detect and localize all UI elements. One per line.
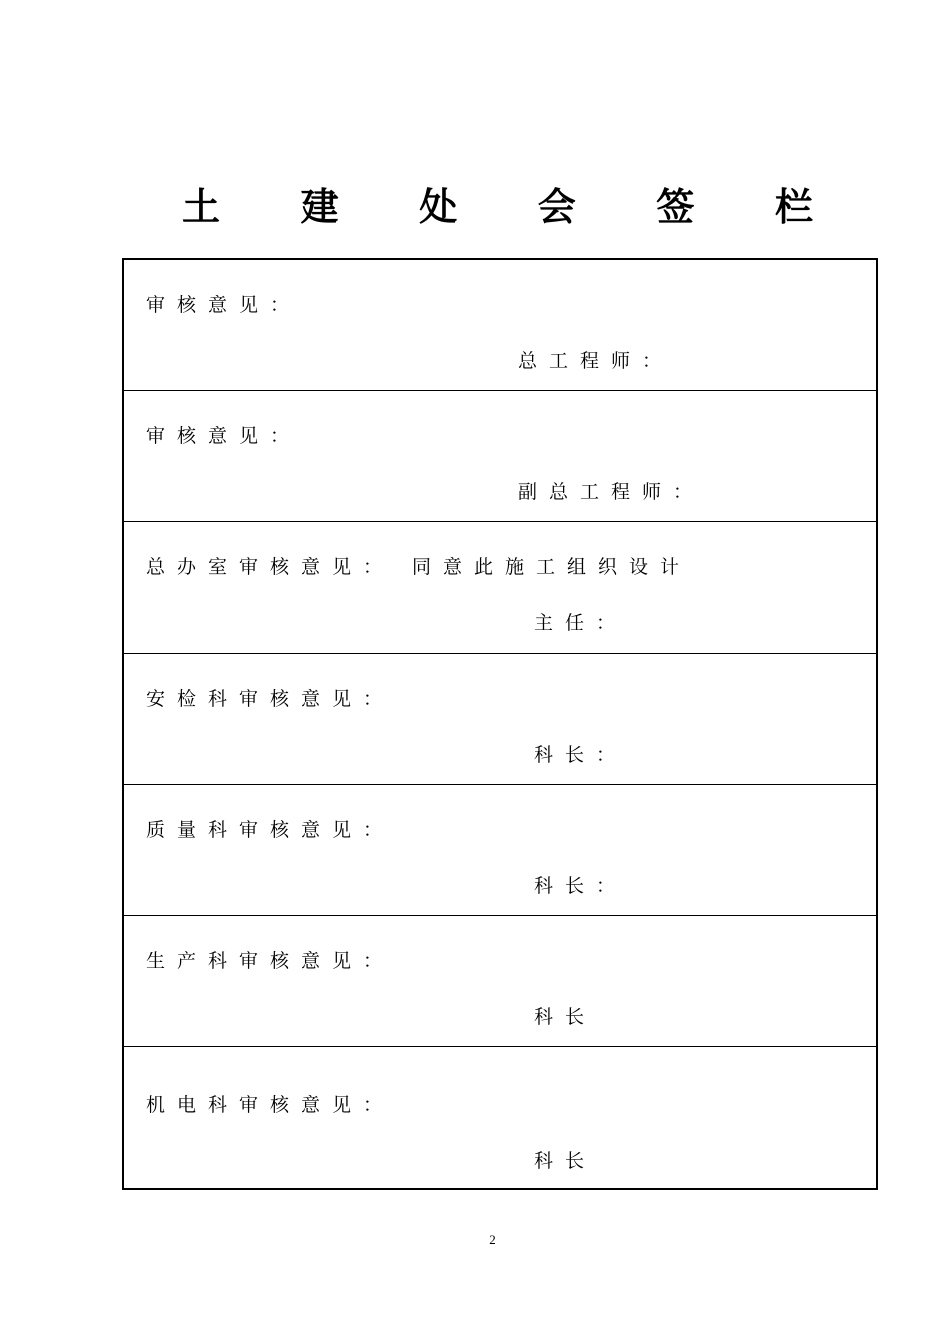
title-char: 土 [182, 185, 221, 229]
opinion-label: 机电科审核意见： [146, 1094, 395, 1117]
opinion-label: 安检科审核意见： [146, 687, 395, 710]
page-title [120, 182, 875, 232]
row-electromechanical-dept [124, 1047, 876, 1188]
opinion-label: 审核意见： [146, 425, 302, 448]
opinion-label: 生产科审核意见： [146, 950, 395, 973]
signer-label: 科长： [534, 743, 628, 766]
row-chief-engineer [124, 260, 876, 391]
sign-off-table [122, 258, 878, 1190]
row-general-office [124, 522, 876, 653]
signer-label: 总工程师： [518, 350, 674, 372]
title-char: 建 [300, 185, 339, 229]
signer-label: 科长 [534, 1006, 597, 1029]
opinion-label: 质量科审核意见： [146, 818, 395, 841]
opinion-label: 总办室审核意见： 同意此施工组织设计 [146, 556, 692, 579]
row-quality-dept [124, 785, 876, 916]
title-char: 会 [537, 185, 576, 229]
row-production-dept [124, 916, 876, 1047]
title-char: 签 [656, 185, 695, 229]
signer-label: 科长 [534, 1150, 597, 1173]
signer-label: 副总工程师： [518, 481, 705, 504]
title-char: 处 [419, 185, 458, 229]
title-char: 栏 [774, 185, 813, 229]
row-safety-dept [124, 654, 876, 785]
signer-label: 主任： [534, 612, 628, 635]
page-number: 2 [489, 1232, 496, 1247]
signer-label: 科长： [534, 874, 628, 897]
row-deputy-chief-engineer [124, 391, 876, 522]
opinion-label: 审核意见： [146, 294, 302, 316]
